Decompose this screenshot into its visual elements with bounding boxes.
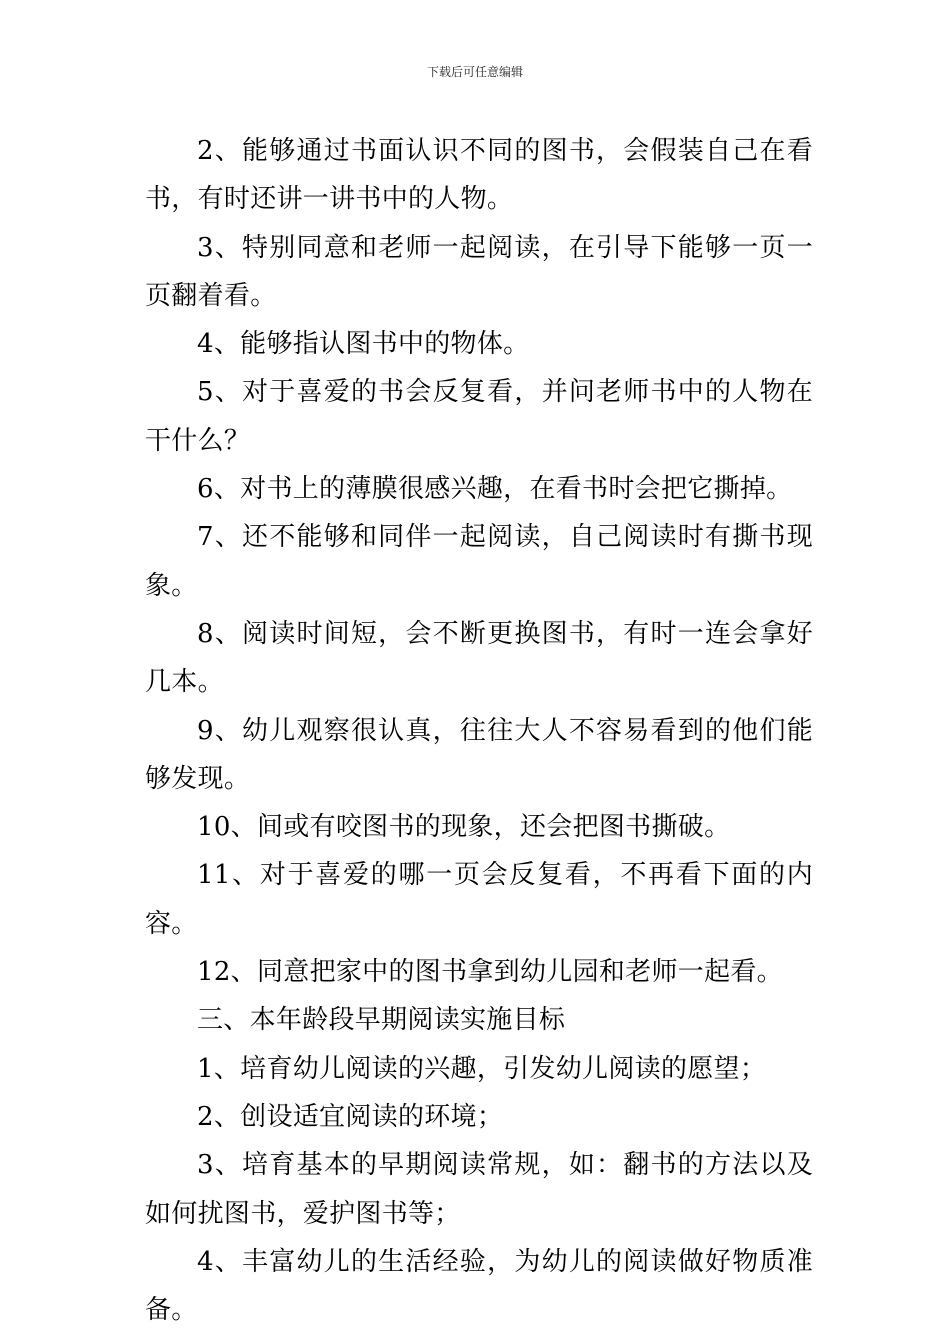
section-heading: 三、本年龄段早期阅读实施目标 bbox=[197, 1005, 566, 1036]
paragraph: 4、丰富幼儿的生活经验，为幼儿的阅读做好物质准备。 bbox=[145, 1246, 813, 1326]
paragraph: 9、幼儿观察很认真，往往大人不容易看到的他们能够发现。 bbox=[145, 715, 813, 794]
paragraph: 12、同意把家中的图书拿到幼儿园和老师一起看。 bbox=[197, 957, 783, 988]
paragraph: 4、能够指认图书中的物体。 bbox=[197, 329, 530, 360]
paragraph: 3、特别同意和老师一起阅读，在引导下能够一页一页翻着看。 bbox=[145, 232, 813, 311]
paragraph: 2、能够通过书面认识不同的图书，会假装自己在看书，有时还讲一讲书中的人物。 bbox=[145, 136, 813, 215]
paragraph: 1、培育幼儿阅读的兴趣，引发幼儿阅读的愿望； bbox=[197, 1053, 767, 1084]
paragraph: 10、间或有咬图书的现象，还会把图书撕破。 bbox=[197, 812, 731, 843]
paragraph: 5、对于喜爱的书会反复看，并问老师书中的人物在干什么？ bbox=[145, 377, 813, 456]
page-header: 下载后可任意编辑 bbox=[426, 65, 523, 79]
paragraph: 2、创设适宜阅读的环境； bbox=[197, 1101, 504, 1132]
paragraph: 6、对书上的薄膜很感兴趣，在看书时会把它撕掉。 bbox=[197, 474, 793, 505]
paragraph: 8、阅读时间短，会不断更换图书，有时一连会拿好几本。 bbox=[145, 618, 813, 698]
paragraph: 7、还不能够和同伴一起阅读，自己阅读时有撕书现象。 bbox=[145, 522, 813, 601]
paragraph: 3、培育基本的早期阅读常规，如：翻书的方法以及如何扰图书，爱护图书等； bbox=[145, 1150, 813, 1229]
document-body bbox=[145, 127, 813, 1334]
paragraph: 11、对于喜爱的哪一页会反复看，不再看下面的内容。 bbox=[145, 860, 813, 939]
